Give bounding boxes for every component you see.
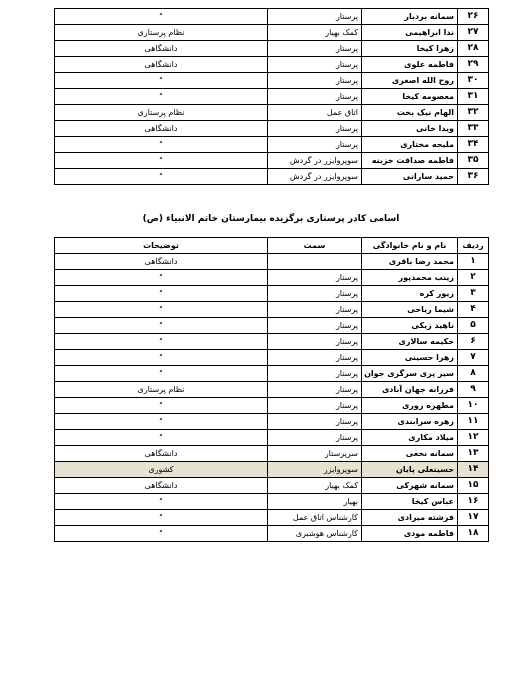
cell-full-name: سمانه بردبار	[362, 9, 458, 25]
nurses-table-continued	[54, 8, 489, 185]
cell-notes: "	[55, 510, 268, 526]
table-row	[55, 73, 489, 89]
cell-notes: دانشگاهی	[55, 254, 268, 270]
table-row	[55, 89, 489, 105]
cell-notes: "	[55, 398, 268, 414]
table-row	[55, 398, 489, 414]
cell-position: پرستار	[268, 89, 362, 105]
cell-position: پرستار	[268, 270, 362, 286]
cell-row-number: ۲۹	[458, 57, 489, 73]
cell-row-number: ۳۴	[458, 137, 489, 153]
cell-position: سرپرستار	[268, 446, 362, 462]
selected-nurses-table-body	[55, 254, 489, 542]
cell-notes: "	[55, 153, 268, 169]
table-row	[55, 350, 489, 366]
cell-row-number: ۱۸	[458, 526, 489, 542]
table-row	[55, 270, 489, 286]
cell-row-number: ۳۵	[458, 153, 489, 169]
cell-notes: "	[55, 526, 268, 542]
cell-full-name: حمید سارانی	[362, 169, 458, 185]
cell-position: پرستار	[268, 57, 362, 73]
cell-notes: "	[55, 270, 268, 286]
cell-notes: کشوری	[55, 462, 268, 478]
cell-full-name: زهرا کیخا	[362, 41, 458, 57]
cell-notes: "	[55, 169, 268, 185]
cell-full-name: سمانه شهرکی	[362, 478, 458, 494]
header-full-name: نام و نام خانوادگی	[362, 238, 458, 254]
cell-position: سوپروایزر در گردش	[268, 169, 362, 185]
cell-notes: "	[55, 137, 268, 153]
table-header-row	[55, 238, 489, 254]
cell-notes: "	[55, 366, 268, 382]
cell-notes: "	[55, 89, 268, 105]
cell-position: سوپروایزر	[268, 462, 362, 478]
cell-full-name: زهرا حسینی	[362, 350, 458, 366]
table-row	[55, 462, 489, 478]
cell-row-number: ۳۰	[458, 73, 489, 89]
cell-row-number: ۲۷	[458, 25, 489, 41]
cell-full-name: ندا ابراهیمی	[362, 25, 458, 41]
cell-position: پرستار	[268, 350, 362, 366]
cell-row-number: ۱۴	[458, 462, 489, 478]
cell-notes: "	[55, 302, 268, 318]
cell-notes: دانشگاهی	[55, 478, 268, 494]
cell-notes: نظام پرستاری	[55, 25, 268, 41]
cell-position: پرستار	[268, 382, 362, 398]
table-row	[55, 57, 489, 73]
cell-full-name: ناهید زیکی	[362, 318, 458, 334]
cell-position: پرستار	[268, 302, 362, 318]
table-row	[55, 254, 489, 270]
cell-position: پرستار	[268, 334, 362, 350]
cell-row-number: ۹	[458, 382, 489, 398]
table-row	[55, 414, 489, 430]
cell-notes: نظام پرستاری	[55, 105, 268, 121]
cell-row-number: ۵	[458, 318, 489, 334]
cell-full-name: ویدا خانی	[362, 121, 458, 137]
cell-full-name: سمانه نخعی	[362, 446, 458, 462]
table-row	[55, 526, 489, 542]
cell-row-number: ۲۶	[458, 9, 489, 25]
cell-position: اتاق عمل	[268, 105, 362, 121]
cell-full-name: روح الله اصغری	[362, 73, 458, 89]
cell-notes: "	[55, 350, 268, 366]
cell-row-number: ۱۳	[458, 446, 489, 462]
header-position: سمت	[268, 238, 362, 254]
cell-full-name: حسینعلی پایان	[362, 462, 458, 478]
cell-position: کمک بهیار	[268, 478, 362, 494]
cell-position: پرستار	[268, 398, 362, 414]
cell-notes: "	[55, 286, 268, 302]
cell-notes: دانشگاهی	[55, 41, 268, 57]
table-row	[55, 446, 489, 462]
cell-notes: نظام پرستاری	[55, 382, 268, 398]
cell-full-name: فرزانه جهان آبادی	[362, 382, 458, 398]
cell-full-name: حکیمه سالاری	[362, 334, 458, 350]
nurses-table-continued-body	[55, 9, 489, 185]
cell-position: پرستار	[268, 430, 362, 446]
cell-position: بهیار	[268, 494, 362, 510]
table-row	[55, 25, 489, 41]
cell-row-number: ۳۶	[458, 169, 489, 185]
header-notes: توضیحات	[55, 238, 268, 254]
table-row	[55, 137, 489, 153]
page-title: اسامی کادر پرستاری برگزیده بیمارستان خاتم الانبیاء (ص)	[142, 214, 400, 224]
cell-notes: "	[55, 9, 268, 25]
cell-notes: دانشگاهی	[55, 446, 268, 462]
cell-notes: "	[55, 318, 268, 334]
cell-notes: "	[55, 334, 268, 350]
cell-row-number: ۲۸	[458, 41, 489, 57]
cell-position: کارشناس هوشبری	[268, 526, 362, 542]
table-row	[55, 494, 489, 510]
cell-position: پرستار	[268, 414, 362, 430]
table-row	[55, 153, 489, 169]
table-row	[55, 121, 489, 137]
cell-row-number: ۱۲	[458, 430, 489, 446]
cell-position: پرستار	[268, 121, 362, 137]
cell-position: کارشناس اتاق عمل	[268, 510, 362, 526]
cell-row-number: ۳	[458, 286, 489, 302]
table-row	[55, 366, 489, 382]
cell-full-name: الهام نیک بخت	[362, 105, 458, 121]
cell-full-name: شیما ریاحی	[362, 302, 458, 318]
cell-position: پرستار	[268, 9, 362, 25]
cell-position: کمک بهیار	[268, 25, 362, 41]
cell-full-name: میلاد مکاری	[362, 430, 458, 446]
cell-row-number: ۱۱	[458, 414, 489, 430]
table-row	[55, 382, 489, 398]
cell-position: پرستار	[268, 366, 362, 382]
cell-row-number: ۶	[458, 334, 489, 350]
table-row	[55, 478, 489, 494]
selected-nurses-table	[54, 237, 489, 542]
cell-row-number: ۳۱	[458, 89, 489, 105]
cell-row-number: ۱۵	[458, 478, 489, 494]
cell-full-name: عباس کیخا	[362, 494, 458, 510]
cell-full-name: معصومه کیخا	[362, 89, 458, 105]
cell-position	[268, 254, 362, 270]
cell-full-name: زینب محمدپور	[362, 270, 458, 286]
cell-row-number: ۸	[458, 366, 489, 382]
cell-position: پرستار	[268, 286, 362, 302]
cell-row-number: ۳۳	[458, 121, 489, 137]
cell-position: سوپروایزر در گردش	[268, 153, 362, 169]
cell-row-number: ۱۷	[458, 510, 489, 526]
cell-notes: "	[55, 414, 268, 430]
cell-full-name: فرشته میرادی	[362, 510, 458, 526]
cell-full-name: مطهره زوری	[362, 398, 458, 414]
cell-row-number: ۱۶	[458, 494, 489, 510]
table-row	[55, 510, 489, 526]
cell-full-name: زیور کره	[362, 286, 458, 302]
cell-notes: دانشگاهی	[55, 57, 268, 73]
table-row	[55, 302, 489, 318]
table-row	[55, 41, 489, 57]
cell-row-number: ۳۲	[458, 105, 489, 121]
cell-notes: دانشگاهی	[55, 121, 268, 137]
cell-position: پرستار	[268, 73, 362, 89]
table-row	[55, 105, 489, 121]
cell-full-name: زهره سرابندی	[362, 414, 458, 430]
cell-row-number: ۷	[458, 350, 489, 366]
table-row	[55, 430, 489, 446]
cell-full-name: ملیحه مختاری	[362, 137, 458, 153]
table-row	[55, 334, 489, 350]
cell-position: پرستار	[268, 318, 362, 334]
table-row	[55, 169, 489, 185]
cell-full-name: فاطمه علوی	[362, 57, 458, 73]
cell-notes: "	[55, 430, 268, 446]
table-row	[55, 286, 489, 302]
cell-notes: "	[55, 73, 268, 89]
cell-position: پرستار	[268, 41, 362, 57]
cell-row-number: ۱	[458, 254, 489, 270]
cell-full-name: سیز پری سرگزی جوان	[362, 366, 458, 382]
cell-full-name: محمد رضا باقری	[362, 254, 458, 270]
cell-position: پرستار	[268, 137, 362, 153]
cell-full-name: فاطمه صداقت خزینه	[362, 153, 458, 169]
table-row	[55, 318, 489, 334]
header-row-number: ردیف	[458, 238, 489, 254]
table-row	[55, 9, 489, 25]
cell-row-number: ۲	[458, 270, 489, 286]
cell-row-number: ۴	[458, 302, 489, 318]
cell-row-number: ۱۰	[458, 398, 489, 414]
cell-notes: "	[55, 494, 268, 510]
cell-full-name: فاطمه مودی	[362, 526, 458, 542]
